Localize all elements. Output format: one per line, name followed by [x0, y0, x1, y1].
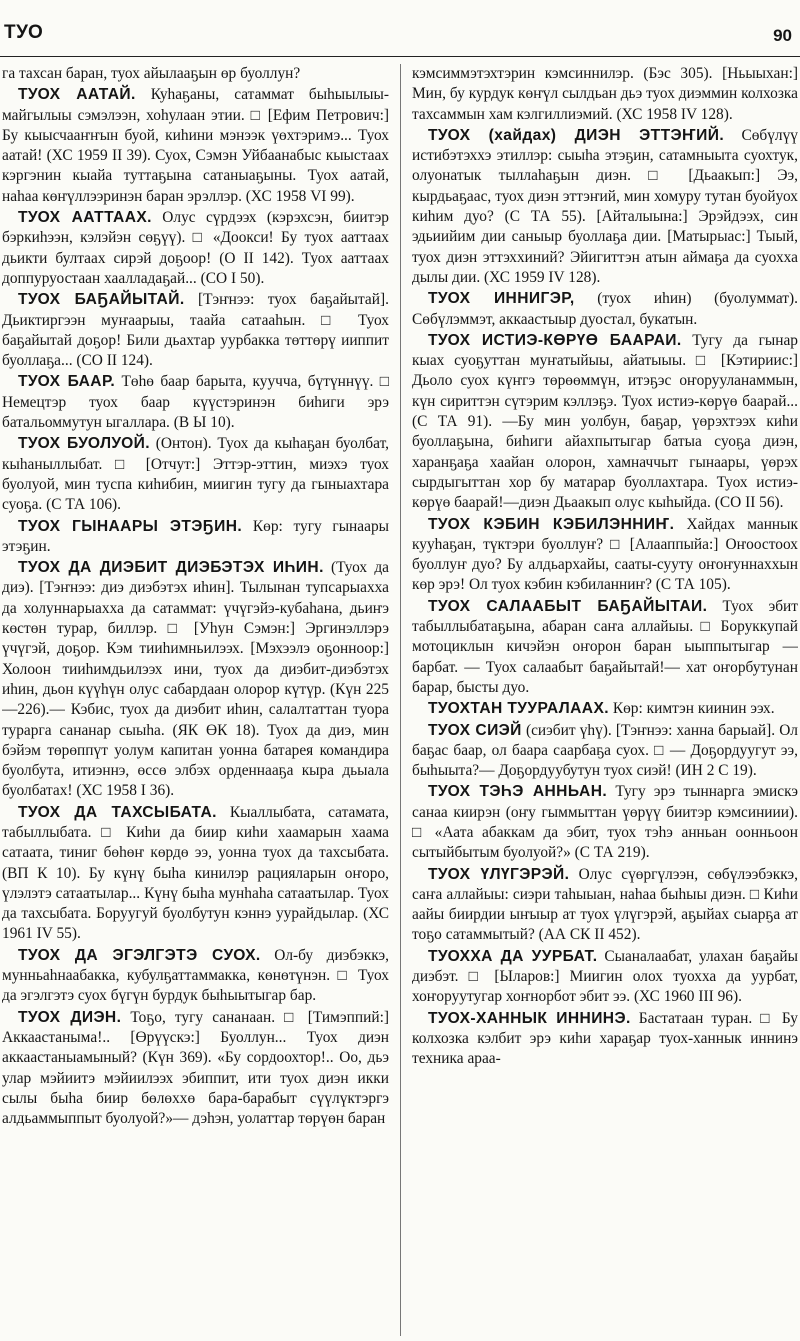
- dictionary-entry: [412, 782, 798, 863]
- entry-headword: ТУОХ ИСТИЭ-КӨРҮӨ БААРАИ.: [428, 331, 682, 349]
- entry-headword: ТУОХ КЭБИН КЭБИЛЭННИҤ.: [428, 515, 675, 533]
- entry-headword: ТУОХ-ХАННЫК ИННИНЭ.: [428, 1009, 631, 1027]
- entry-headword: ТУОХ САЛААБЫТ БАҔАЙЫТАИ.: [428, 597, 708, 615]
- entry-headword: ТУОХ ДА ДИЭБИТ ДИЭБЭТЭХ ИҺИН.: [18, 559, 324, 577]
- dictionary-entry: [2, 558, 389, 802]
- dictionary-entry: [2, 1008, 389, 1130]
- dictionary-entry: [2, 803, 389, 945]
- entry-headword: ТУОХ БАҔАЙЫТАЙ.: [18, 291, 185, 309]
- entry-text: [Тэҥнээ: туох баҕайытай]. Дьиктиргээн муҥаарыы, таайа сатааһын. □ Туох баҕайытай доҕор! Били дьахтар уурбакка төттөрү ииппит буоллаҕа... (СО II 124).: [2, 291, 389, 370]
- entry-headword: ТУОХ ИННИГЭР,: [428, 290, 575, 308]
- entry-headword: ТУОХ ААТАЙ.: [18, 86, 136, 104]
- entry-headword: ТУОХ БУОЛУОЙ.: [18, 435, 150, 453]
- dictionary-entry: [412, 699, 798, 719]
- entry-text: Сыаналаабат, улахан баҕайы диэбэт. □ [Ыларов:] Миигин олох туохха да уурбат, хоҥоруутугар хоҥнорбот эбит ээ. (ХС 1960 III 96).: [412, 947, 798, 1006]
- dictionary-entry: [2, 372, 389, 433]
- dictionary-entry: [412, 947, 798, 1008]
- dictionary-entry: [412, 64, 798, 125]
- entry-text: (Туох да диэ). [Тэҥнээ: диэ диэбэтэх иһин]. Тылынан тупсарыахха да холуннарыахха да сатаммат: үчүгэйэ-кубаһана, дьиҥэ көстөн турар, биллэр. □ [Уһун Сэмэн:] Эргинэллэрэ үчүгэй, доҕор. Кэм тииһимньилээх. [Мэхээлэ оҕонноор:] Холоон тииһимдьилээх ини, туох да диэбит-диэбэтэх иһин, дьон күүһүн олус сабардаан олорор күтүр. (Күн 225—226).— Кэбис, туох да диэбит иһин, салалтаттан туора турарга сананар сыыһа. (ЯК ӨК 18). Туох да диэ, мин бэйэм төрөппүт уолум капитан уонна батарея командира буолбута, итиэннэ, өссө элбэх орденнааҕа кыра дьыала буолбатах! (ХС 1958 I 36).: [2, 559, 389, 800]
- entry-headword: ТУОХ ДА ЭГЭЛГЭТЭ СУОХ.: [18, 946, 261, 964]
- dictionary-entry: [2, 64, 389, 84]
- entry-headword: ТУОХ ТЭҺЭ АННЬАН.: [428, 783, 608, 801]
- dictionary-entry: [2, 946, 389, 1007]
- entry-text: Бастатаан туран. □ Бу колхозка кэлбит эрэ киһи харaҕар туох-ханнык иннинэ техника араа-: [412, 1009, 798, 1068]
- entry-text: Туох эбит табыллыбатаҕына, абаран саҥа аллайыы. □ Боруккупай мотоциклын кичэйэн оҥорон баран ыыппытыгар — барбат. — Туох салаабыт баҕайытай!— хат оҥорбутунан барар, бысты дуо.: [412, 597, 798, 696]
- running-head: ТУО: [4, 22, 44, 43]
- dictionary-entry: [2, 434, 389, 515]
- dictionary-entry: [2, 85, 389, 207]
- dictionary-entry: [2, 517, 389, 558]
- dictionary-entry: [2, 290, 389, 371]
- entry-text: (сиэбит үһү). [Тэҥнээ: ханна барыай]. Ол баҕас баар, ол баара саарбаҕа суох. □ — Доҕордуугут ээ, быһыыта?— Доҕордуубутун туох сиэй! (ИН 2 С 19).: [412, 721, 798, 780]
- entry-text: Олус сүрдээх (кэрэхсэн, биитэр бэркиһээн, кэлэйэн сөҕүү). □ «Доокси! Бу туох ааттаах дьикти бултаах сирэй доҕоор! (О II 142). Туох ааттаах доппуруостаан хаалладаҕай... (СО I 50).: [2, 209, 389, 287]
- dictionary-entry: [412, 1009, 798, 1070]
- page-number: 90: [773, 26, 792, 45]
- dictionary-entry: [412, 721, 798, 782]
- entry-headword: ТУОХ (хайдах) ДИЭН ЭТТЭҤИЙ.: [428, 126, 725, 144]
- dictionary-entry: [412, 515, 798, 596]
- entry-headword: ТУОХХА ДА УУРБАТ.: [428, 947, 598, 965]
- dictionary-entry: [412, 331, 798, 514]
- dictionary-entry: [412, 865, 798, 946]
- entry-headword: ТУОХ ДИЭН.: [18, 1008, 122, 1026]
- entry-headword: ТУОХ ГЫНААРЫ ЭТЭҔИН.: [18, 517, 243, 535]
- entry-text: Тоҕо, тугу сананаан. □ [Тимэппий:] Аккаастанымa!.. [Өрүүскэ:] Буоллун... Туох диэн аккаастаныамыный? (Күн 369). «Бу сордоохтор!.. Оо, дьэ улар мэйиитэ мэйиилээх эбиппит, ити туох диэн икки сылы быһа биир бөлөххө бара-барабыт сүүлүктэргэ алдьаммыппыт буолуой?»— дэһэн, уолаттар төрүөн баран: [2, 1008, 389, 1128]
- header-rule: [0, 56, 800, 57]
- entry-text: (Онтон). Туох да кыһаҕан буолбат, кыһаныллыбат. □ [Отчут:] Эттэр-эттин, миэхэ туох буолуой, мин туспа киһибин, миигин тугу да гыныахтара суоҕа. (С ТА 106).: [2, 435, 389, 514]
- entry-text: Тугу да гынар кыах суоҕуттан муҥатыйыы, айатыыы. □ [Кэтириис:] Дьоло суох күҥгэ төрөөммүн, итэҕэс оҥорууланаммын, күн сириттэн сүтэрим кэллэҕэ. Туох истиэ-көрүө баарай... (С ТА 91). —Бу мин уолбун, баҕар, үөрэхтээх киһи буоллаҕына, биһиги айахпытыгар батыа суоҕа диэн, харанҕаҕа хаайан олорон, хамначчыт гынаары, үөрэх сырдыгыттан хор бу матарар буоллахтара. Туох истиэ-көрүө баарай!—диэн Дьаакып олус кыһыйда. (СО II 56).: [412, 331, 798, 512]
- entry-text: Көр: кимтэн киинин ээх.: [612, 700, 775, 718]
- dictionary-entry: [412, 597, 798, 698]
- dictionary-entry: [412, 126, 798, 288]
- entry-text: Тугу эрэ тыннарга эмискэ санаа киирэн (оҥу гыммыттан үөрүү биитэр кэмсиниии). □ «Аата абаккам да эбит, туох тэһэ анньан оонньоон сытыйбытым буолуой?» (С ТА 219).: [412, 783, 798, 862]
- entry-text: Ол-бу диэбэккэ, мунньаһнаабакка, кубулҕаттаммакка, көнөтүнэн. □ Туох да эгэлгэтэ суох бүгүн бурдук быһыытыгар бар.: [2, 946, 389, 1005]
- entry-text: кэмсиммэтэхтэрин кэмсиннилэр. (Бэс 305). [Ньыыхан:] Мин, бу курдук көҥүл сылдьан дьэ туох диэммин колхозка тахсаммын хам кэлгиллиэмий. (ХС 1958 IV 128).: [412, 65, 798, 123]
- entry-headword: ТУОХ ДА ТАХСЫБАТА.: [18, 803, 217, 821]
- right-column: [412, 64, 798, 1336]
- entry-headword: ТУОХТАН ТУУРАЛААХ.: [428, 700, 609, 718]
- entry-headword: ТУОХ БААР.: [18, 373, 116, 391]
- entry-text: Кыаллыбата, сатамата, табыллыбата. □ Киһи да биир киһи хаамарын хаама сатаата, тиниг бөһөҥ көрдө ээ, уонна туох да тахсыбата. (ВП К 10). Бу күнү быһа кинилэр рацияларын оҥоро, үлэлэтэ сатаатылар... Күнү быһа мунһаһа сатаатылар. Туох да тахсыбата. Боруугуй буолбутун кэннэ уурайдылар. (ХС 1961 IV 55).: [2, 803, 389, 943]
- column-divider: [400, 64, 401, 1336]
- entry-text: Төһө баар барыта, кууччa, бүтүннүү. □ Немецтэр туох баар күүстэринэн биһиги эрэ батальоммутун ыгаллара. (В Ы 10).: [2, 373, 389, 432]
- entry-text: (туох иһин) (буолуммат). Сөбүлэммэт, аккаастыыр дуостал, букатын.: [412, 290, 798, 328]
- entry-text: Олус сүөргүлээн, сөбүлээбэккэ, саҥа аллайыы: сиэри таһыыaн, наһаа быһыы диэн. □ Киһи аайы биирдии ыҥыыр ат туох үлүгэрэй, аҕыйах сыарҕа ат тоҕо сатаммытый? (АА СК II 452).: [412, 865, 798, 944]
- left-column: [2, 64, 389, 1336]
- dictionary-entry: [2, 208, 389, 289]
- entry-text: Сөбүлүү истибэтэххэ этиллэр: сыыһа этэҕин, сатамныыта суохтук, олуонатык тыллаһаҕын диэн. □ [Дьаакып:] Ээ, кырдьаҕаас, туох диэн эттэҥий, мин хомуру тутан буойуох киһим дуо? (С ТА 55). [Айталыына:] Эрэйдээх, син эдьиийим дии саныыр буоллаҕа дии. [Матырыас:] Тыый, туох диэн эттэххиний? Эйигиттэн атын аймаҕа да суохха дылы дии. (ХС 1959 IV 128).: [412, 126, 798, 286]
- page-header: [0, 0, 800, 60]
- entry-headword: ТУОХ СИЭЙ: [428, 721, 522, 739]
- dictionary-entry: [412, 289, 798, 330]
- entry-headword: ТУОХ ААТТААХ.: [18, 209, 152, 227]
- entry-text: Көр: тугу гынаары этэҕин.: [2, 517, 389, 555]
- entry-text: га тахсан баран, туох айылааҕын өр буоллун?: [2, 65, 301, 82]
- entry-text: Хайдах маннык кууһаҕан, түктэри буоллуҥ? □ [Алааппыйа:] Оҥоостоох буоллуҥ дуо? Бу алдьархайы, сааты-сууту оҥоҥуннаххын көр эрэ! Ол туох кэбин кэбиланниҥ? (С ТА 105).: [412, 515, 798, 594]
- entry-text: Куһаҕаны, сатаммат быһыылыы-майгылыы сэмэлээн, хоһулаан этии. □ [Ефим Петрович:] Бу кыысчааҥҥын буой, киһини мэнээк үөхтэримэ... Туох аатай! (ХС 1959 II 39). Суох, Сэмэн Уйбаанабыс кыыстаах кэргэнин кыайа туттаҕына сатаныаҕыны. Туох аатай, наһаа көҥүллээринэн баран эрэллэр. (ХС 1958 VI 99).: [2, 86, 389, 205]
- entry-headword: ТУОХ ҮЛҮГЭРЭЙ.: [428, 865, 570, 883]
